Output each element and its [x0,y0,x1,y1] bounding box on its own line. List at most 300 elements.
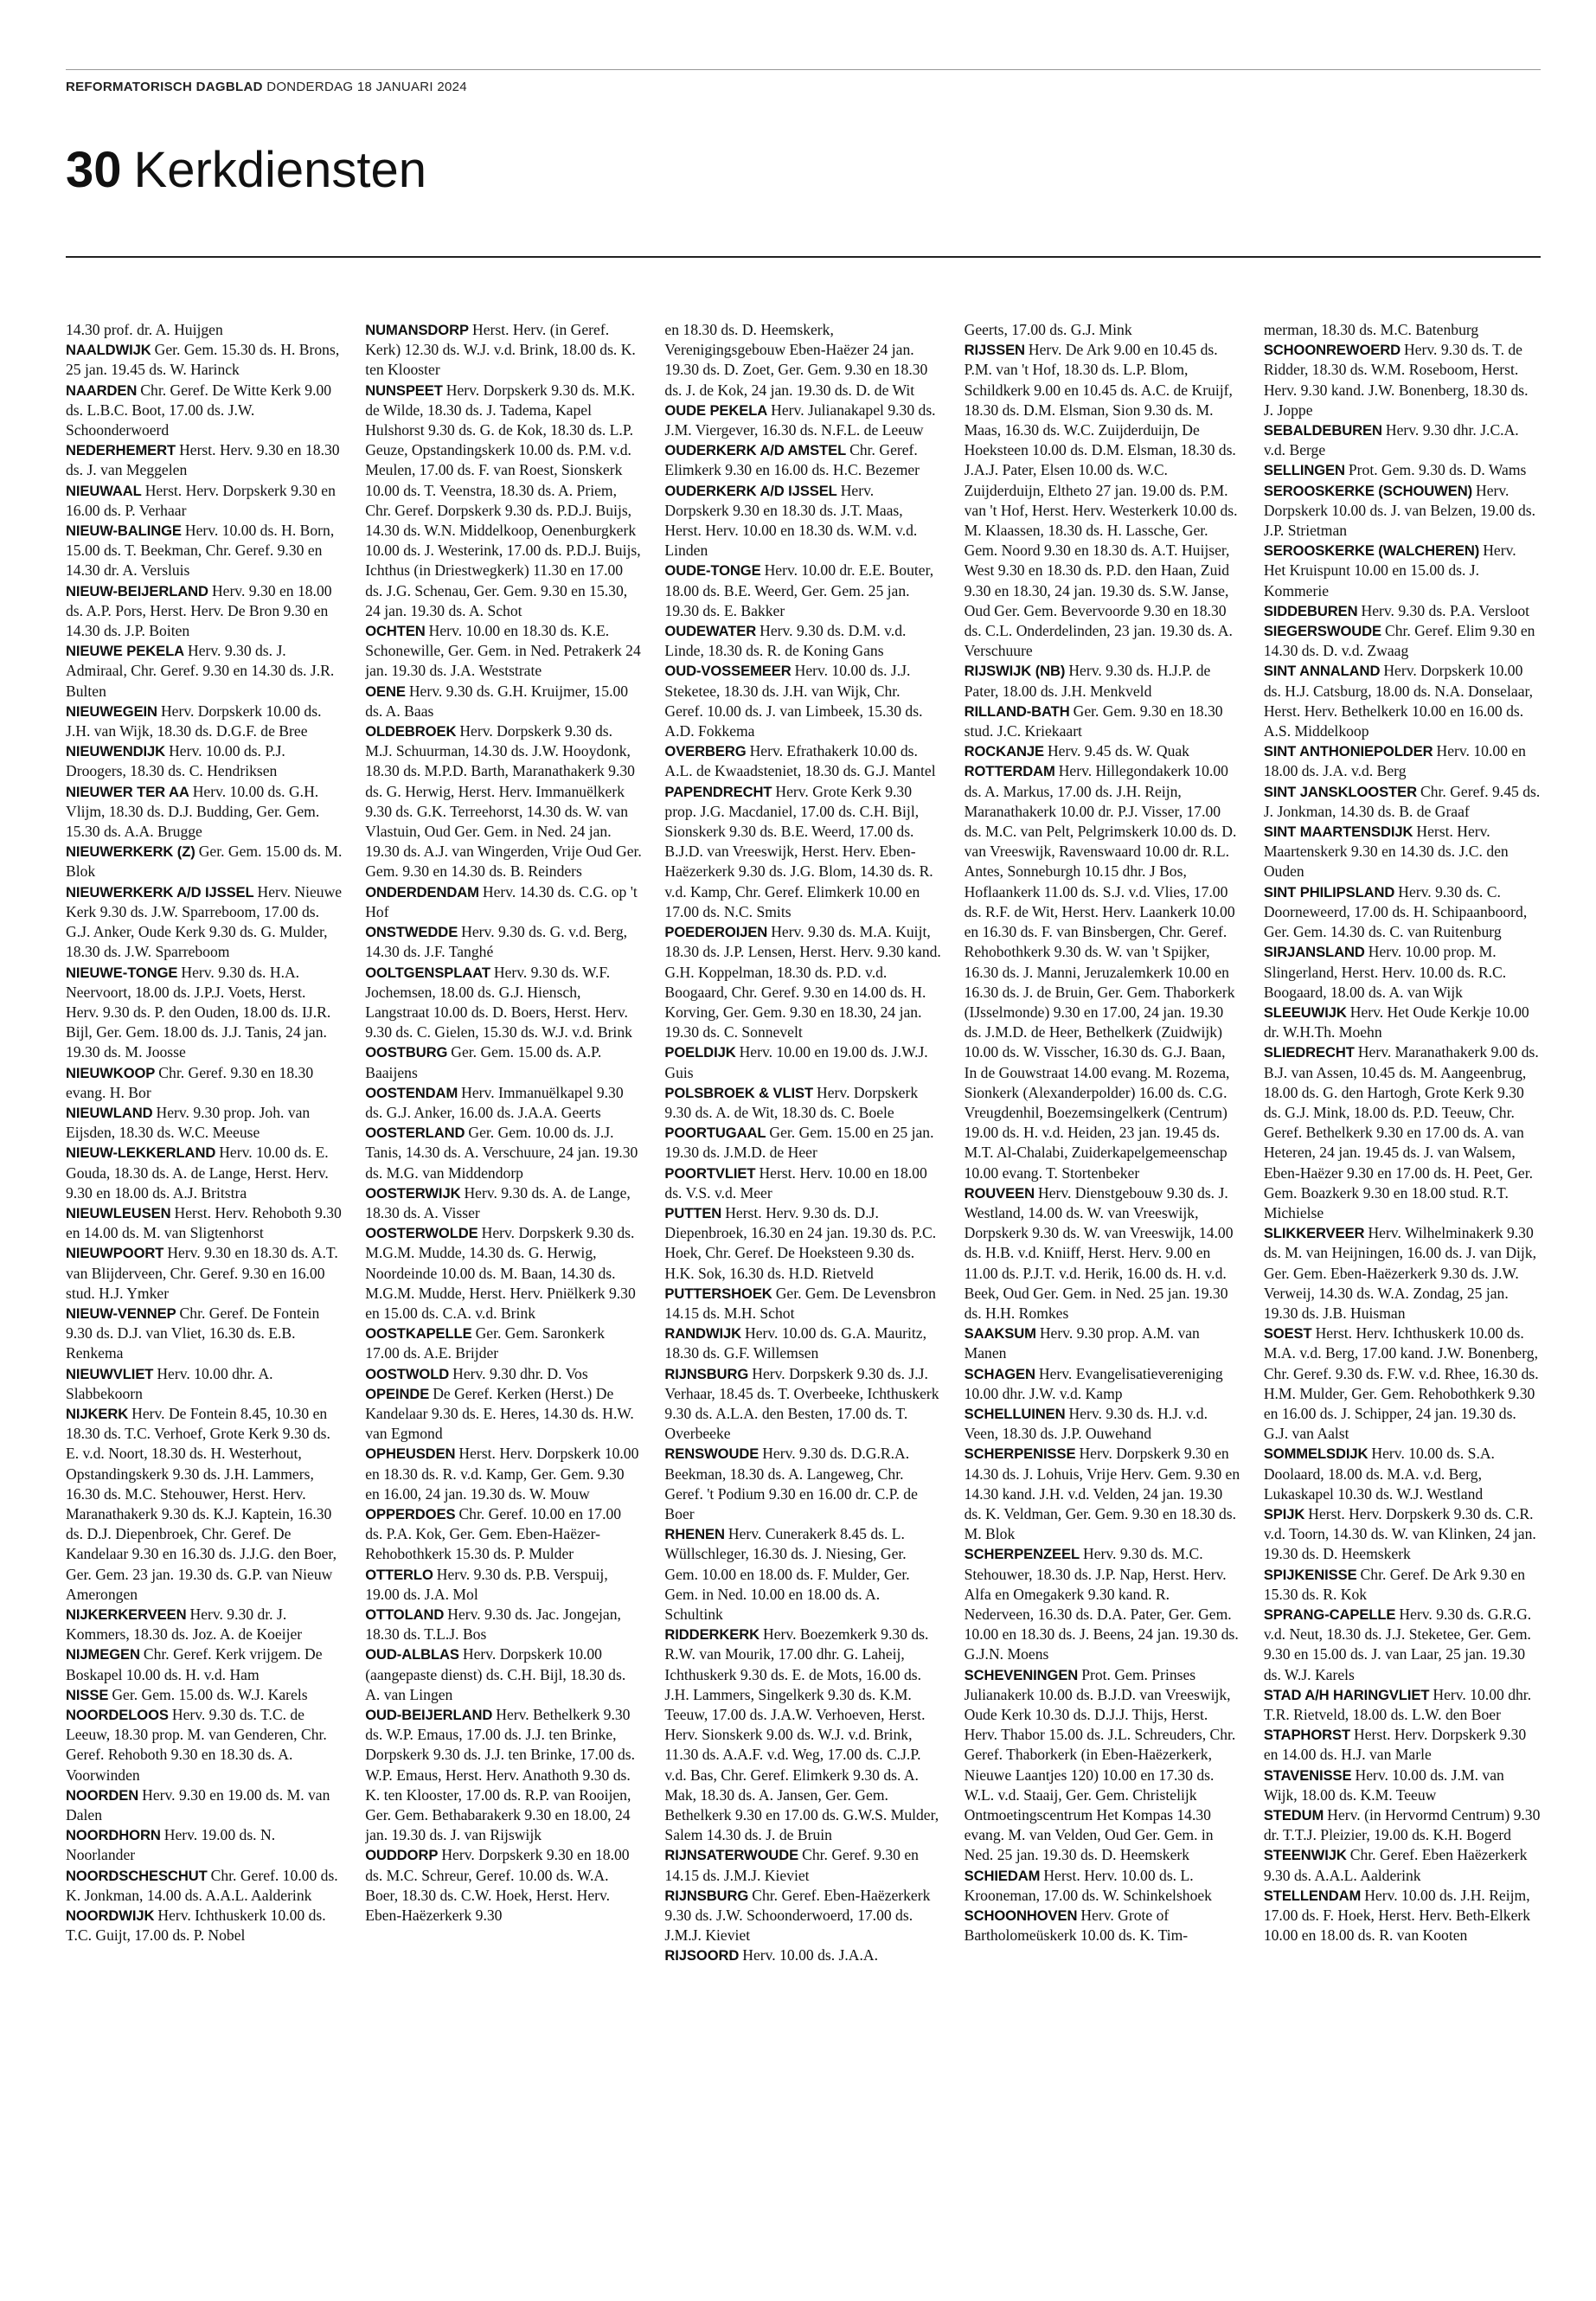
place-name: OUD-BEIJERLAND [365,1707,493,1724]
place-name: SCHEVENINGEN [964,1666,1079,1683]
service-listing [66,340,343,380]
place-name: RIJSWIJK (NB) [964,663,1066,680]
service-details: Herv. Hillegondakerk 10.00 ds. A. Markus, 17.00 ds. J.H. Reijn, Maranathakerk 10.00 dr. P.J. Visser, 17.00 ds. M.C. van Pelt, Pelgrimskerk 10.00 ds. D. van Vreeswijk, Ravenswaard 10.00 dr. R.L. Antes, Sonneburgh 10.15 dhr. J Bos, Hoflaankerk 11.00 ds. S.J. v.d. Vlies, 17.00 ds. R.F. de Wit, Herst. Herv. Laankerk 10.00 en 16.30 ds. F. van Binsbergen, Chr. Geref. Rehobothkerk 9.30 ds. W. van 't Spijker, 16.30 ds. J. Manni, Jeruzalemkerk 10.00 en 16.30 ds. J. de Bruin, Ger. Gem. Thaborkerk (IJsselmonde) 9.30 en 17.00, 24 jan. 19.30 ds. J.M.D. de Heer, Bethelkerk (Zuidwijk) 10.00 ds. W. Visscher, 16.30 ds. G.J. Baan, In de Gouwstraat 14.00 evang. M. Rozema, Sionkerk (Alexanderpolder) 16.00 ds. C.G. Vreugdenhil, Boezemsingelkerk (Centrum) 19.00 ds. H. v.d. Heiden, 23 jan. 19.45 ds. M.T. Al-Chalabi, Zuiderkapelgemeenschap 10.00 evang. T. Stortenbeker [964,762,1237,1182]
place-name: OPEINDE [365,1385,430,1402]
service-listing [365,1042,642,1082]
service-listing [664,782,941,922]
place-name: SOMMELSDIJK [1263,1445,1368,1463]
service-details: Herv. 10.00 ds. G.A. Mauritz, 18.30 ds. G.F. Willemsen [664,1324,926,1362]
place-name: STEDUM [1263,1807,1324,1824]
service-listing [664,1886,941,1946]
service-listing [365,1123,642,1183]
service-listing [365,1223,642,1324]
service-listing [1264,1042,1541,1223]
service-details: Herv. Grote of Bartholomeüskerk 10.00 ds. K. Tim- [964,1907,1189,1945]
place-name: OLDEBROEK [365,723,457,740]
place-name: RIDDERKERK [664,1626,760,1644]
service-details: Ger. Gem. 15.00 en 25 jan. 19.30 ds. J.M.D. de Heer [664,1124,934,1162]
service-details: Herv. 9.30 dr. J. Kommers, 18.30 ds. Joz. A. de Koeijer [66,1606,303,1644]
service-listing [664,1083,941,1123]
issue-date: DONDERDAG 18 JANUARI 2024 [266,80,467,94]
service-details: Herv. 10.00 ds. P.J. Droogers, 18.30 ds. C. Hendriksen [66,742,285,780]
listing-columns [66,320,1541,2284]
place-name: OOSTERWIJK [365,1184,461,1202]
service-listing [1264,1444,1541,1504]
service-listing [664,1163,941,1203]
service-listing [965,1665,1241,1866]
service-details: Chr. Geref. De Witte Kerk 9.00 ds. L.B.C. Boot, 17.00 ds. J.W. Schoonderwoerd [66,381,332,439]
service-details: Herv. 9.30 ds. Jac. Jongejan, 18.30 ds. T.L.J. Bos [365,1606,621,1644]
place-name: OPHEUSDEN [365,1445,456,1463]
service-details: Chr. Geref. Eben Haëzerkerk 9.30 ds. A.A.L. Aalderink [1263,1846,1528,1884]
place-name: ROTTERDAM [964,763,1055,780]
place-name: NIJMEGEN [66,1646,140,1663]
place-name: SIRJANSLAND [1263,944,1365,961]
place-name: SCHIEDAM [964,1867,1041,1884]
service-details: Herv. Het Oude Kerkje 10.00 dr. W.H.Th. Moehn [1263,1003,1529,1042]
service-details: Herv. 10.00 ds. J.J. Steketee, 18.30 ds. J.H. van Wijk, Chr. Geref. 10.00 ds. J. van Limbeek, 15.30 ds. A.D. Fokkema [664,662,923,740]
service-details: Herv. Ichthuskerk 10.00 ds. T.C. Guijt, 17.00 ds. P. Nobel [66,1907,326,1945]
place-name: OCHTEN [365,623,426,640]
service-details: Herv. Dorpskerk 10.00 ds. H.J. Catsburg, 18.00 ds. N.A. Donselaar, Herst. Herv. Bethelkerk 10.00 en 16.00 ds. A.S. Middelkoop [1263,662,1534,740]
place-name: NIEUWVLIET [66,1365,154,1382]
service-details: Herv. 10.00 en 18.30 ds. K.E. Schonewille, Ger. Gem. in Ned. Petrakerk 24 jan. 19.30 ds. J.A. Weststrate [365,622,641,680]
place-name: RHENEN [664,1526,725,1543]
service-listing [664,1524,941,1625]
service-listing [664,440,941,480]
place-name: SIEGERSWOUDE [1263,623,1381,640]
service-details: Herv. Immanuëlkapel 9.30 ds. G.J. Anker, 16.00 ds. J.A.A. Geerts [365,1083,624,1121]
place-name: SLIEDRECHT [1263,1044,1355,1061]
place-name: SLEEUWIJK [1263,1003,1347,1021]
place-name: OOSTBURG [365,1044,448,1061]
service-listing [1264,601,1541,621]
service-details: Herst. Herv. Dorpskerk 9.30 ds. C.R. v.d. Toorn, 14.30 ds. W. van Klinken, 24 jan. 19.30 ds. D. Heemskerk [1263,1504,1536,1563]
service-listing [965,741,1241,761]
service-listing [965,1183,1241,1324]
place-name: NOORDELOOS [66,1707,169,1724]
place-name: STAD A/H HARINGVLIET [1263,1686,1430,1703]
service-listing [365,1845,642,1926]
service-listing [664,922,941,1042]
service-listing [664,320,941,401]
place-name: POLSBROEK & VLIST [664,1084,814,1101]
service-listing [664,401,941,440]
service-details: Herv. De Fontein 8.45, 10.30 en 18.30 ds. T.C. Verhoef, Grote Kerk 9.30 ds. E. v.d. Noort, 18.30 ds. H. Westerhout, Opstandingskerk 9.30 ds. J.H. Lammers, 16.30 ds. M.C. Stehouwer, Herst. Herv. Maranathakerk 9.30 ds. K.J. Kaptein, 16.30 ds. D.J. Diepenbroek, Chr. Geref. De Kandelaar 9.30 en 16.30 ds. J.J.G. den Boer, Ger. Gem. 23 jan. 19.30 ds. G.P. van Nieuw Amerongen [66,1404,337,1603]
service-listing [1264,882,1541,943]
place-name: OUDERKERK A/D IJSSEL [664,482,837,499]
service-details: Chr. Geref. 9.30 en 18.30 evang. H. Bor [66,1063,314,1101]
service-details: Herv. 10.00 ds. J.M. van Wijk, 18.00 ds. K.M. Teeuw [1263,1766,1504,1804]
service-listing [66,842,343,881]
service-listing [365,1504,642,1565]
service-listing [66,1906,343,1945]
service-details: Herst. Herv. 9.30 ds. D.J. Diepenbroek, 16.30 en 24 jan. 19.30 ds. P.C. Hoek, Chr. Geref. De Hoeksteen 9.30 ds. H.K. Sok, 16.30 ds. H.D. Rietveld [664,1203,937,1282]
service-listing [365,1324,642,1363]
place-name: NAARDEN [66,381,138,399]
section-title: Kerkdiensten [133,142,427,198]
service-details: Herv. Nieuwe Kerk 9.30 ds. J.W. Sparreboom, 17.00 ds. G.J. Anker, Oude Kerk 9.30 ds. G. Mulder, 18.30 ds. J.W. Sparreboom [66,882,343,961]
service-details: Herv. 9.30 ds. T.C. de Leeuw, 18.30 prop. M. van Genderen, Chr. Geref. Rehoboth 9.30 en 18.30 ds. A. Voorwinden [66,1706,327,1784]
service-listing [66,440,343,480]
service-listing [66,1304,343,1364]
service-listing [66,1644,343,1684]
place-name: NIEUWE PEKELA [66,643,184,660]
service-listing [365,922,642,962]
service-details: Herv. 10.00 ds. E. Gouda, 18.30 ds. A. de Lange, Herst. Herv. 9.30 en 18.00 ds. A.J. Britstra [66,1144,329,1202]
service-details: Herv. Dorpskerk 10.00 ds. J. van Belzen, 19.00 ds. J.P. Strietman [1263,481,1536,540]
place-name: OUDERKERK A/D AMSTEL [664,442,847,459]
service-details: Herst. Herv. 9.30 en 18.30 ds. J. van Meggelen [66,441,340,479]
place-name: OOSTERWOLDE [365,1225,478,1242]
service-details: Herv. 9.30 ds. M.C. Stehouwer, 18.30 ds. J.P. Nap, Herst. Herv. Alfa en Omegakerk 9.30 kand. R. Nederveen, 16.30 ds. D.A. Pater, Ger. Gem. 10.00 en 18.30 ds. J. Beens, 24 jan. 19.30 ds. G.J.N. Moens [964,1545,1239,1663]
service-details: Herv. Dorpskerk 9.30 en 14.30 ds. J. Lohuis, Vrije Herv. Gem. 9.30 en 14.30 kand. J.H. v.d. Velden, 24 jan. 19.30 ds. K. Veldman, Ger. Gem. 9.30 en 18.30 ds. M. Blok [964,1445,1240,1543]
service-details: Herv. 9.30 dhr. J.C.A. v.d. Berge [1263,421,1519,459]
service-details: Herv. 9.30 ds. W.F. Jochemsen, 18.00 ds. G.J. Hiensch, Langstraat 10.00 ds. D. Boers, Herst. Herv. 9.30 ds. C. Gielen, 15.30 ds. W.J. v.d. Brink [365,963,632,1042]
service-details: Chr. Geref. Elim 9.30 en 14.30 ds. D. v.d. Zwaag [1263,622,1535,660]
service-details: Herv. 10.00 ds. J.A.A. [742,1946,878,1965]
column-2 [365,320,642,2284]
service-listing [664,741,941,781]
place-name: NOORDEN [66,1786,139,1804]
service-listing [664,1123,941,1163]
place-name: ROCKANJE [964,743,1044,760]
service-details: Herv. 9.30 prop. Joh. van Eijsden, 18.30 ds. W.C. Meeuse [66,1103,311,1142]
service-listing [66,1243,343,1304]
service-listing [365,1605,642,1644]
place-name: NIEUWPOORT [66,1245,164,1262]
service-listing [965,320,1241,340]
place-name: NIEUWERKERK (Z) [66,843,195,861]
place-name: SCHELLUINEN [964,1405,1066,1422]
place-name: NIJKERK [66,1405,129,1422]
service-listing [66,1063,343,1103]
service-details: Herv. Dorpskerk 10.00 (aangepaste dienst) ds. C.H. Bijl, 18.30 ds. A. van Lingen [365,1645,626,1703]
service-details: Ger. Gem. 10.00 ds. J.J. Tanis, 14.30 ds. A. Verschuure, 24 jan. 19.30 ds. M.G. van Middendorp [365,1124,638,1182]
place-name: STAVENISSE [1263,1766,1352,1784]
service-listing [66,641,343,702]
service-details: Herv. 9.30 ds. D.G.R.A. Beekman, 18.30 ds. A. Langeweg, Chr. Geref. 't Podium 9.30 en 16.00 dr. C.P. de Boer [664,1445,918,1522]
service-listing [1264,822,1541,882]
service-listing [965,1404,1241,1444]
column-4 [965,320,1241,2284]
place-name: PAPENDRECHT [664,783,772,800]
place-name: RILLAND-BATH [964,702,1070,720]
top-rule [66,69,1541,70]
place-name: NUMANSDORP [365,322,469,338]
service-details: Chr. Geref. 10.00 ds. K. Jonkman, 14.00 ds. A.A.L. Aalderink [66,1866,338,1904]
place-name: OOSTERLAND [365,1125,465,1142]
service-listing [66,963,343,1063]
service-details: Herv. 10.00 ds. S.A. Doolaard, 18.00 ds. M.A. v.d. Berg, Lukaskapel 10.30 ds. W.J. Westland [1263,1445,1495,1503]
service-listing [66,1103,343,1143]
service-listing [1264,1766,1541,1805]
service-listing [1264,541,1541,601]
service-details: Chr. Geref. 9.45 ds. J. Jonkman, 14.30 ds. B. de Graaf [1263,782,1541,820]
place-name: NOORDSCHESCHUT [66,1867,208,1884]
service-details: Herv. Dorpskerk 9.30 ds. M.J. Schuurman, 14.30 ds. J.W. Hooydonk, 18.30 ds. M.P.D. Barth, Maranathakerk 9.30 ds. G. Herwig, Herst. Herv. Immanuëlkerk 9.30 ds. G.K. Terreehorst, 14.30 ds. W. van Vlastuin, Oud Ger. Gem. in Ned. 24 jan. 19.30 ds. A.J. van Wingerden, Vrije Oud Ger. Gem. 9.30 en 14.30 ds. B. Reinders [365,722,642,881]
service-details: Herv. (in Hervormd Centrum) 9.30 dr. T.T.J. Pleizier, 19.00 ds. K.H. Bogerd [1263,1806,1541,1844]
service-listing [66,1404,343,1605]
column-1 [66,320,343,2284]
service-listing [365,320,642,381]
service-listing [1264,1565,1541,1605]
service-details: Herv. 9.30 en 19.00 ds. M. van Dalen [66,1785,330,1824]
place-name: OTTOLAND [365,1606,445,1623]
service-listing [365,1183,642,1223]
service-listing [965,1364,1241,1404]
place-name: SINT ANNALAND [1263,663,1381,680]
service-details: Herv. 10.00 en 19.00 ds. J.W.J. Guis [664,1043,928,1081]
service-details: Ger. Gem. 15.00 ds. W.J. Karels [112,1685,308,1703]
place-name: NIEUWENDIJK [66,743,166,760]
service-listing [664,661,941,741]
service-listing [664,1945,941,1965]
service-details: Herv. 9.30 ds. G.R.G. v.d. Neut, 18.30 ds. J.J. Steketee, Ger. Gem. 9.30 en 15.00 ds. J. van Laar, 25 jan. 19.30 ds. W.J. Karels [1263,1606,1532,1683]
section-header [66,142,427,198]
column-3 [664,320,941,2284]
place-name: OPPERDOES [365,1505,456,1522]
service-details: Herv. Evangelisatievereniging 10.00 dhr. J.W. v.d. Kamp [964,1364,1223,1402]
service-details: Herv. Het Kruispunt 10.00 en 15.00 ds. J. Kommerie [1263,542,1516,599]
service-listing [365,682,642,721]
service-listing [365,1644,642,1705]
service-listing [66,1203,343,1243]
service-details: Ger. Gem. Saronkerk 17.00 ds. A.E. Brijder [365,1324,606,1362]
service-listing [365,381,642,621]
service-details: Herv. 10.00 prop. M. Slingerland, Herst. Herv. 10.00 ds. R.C. Boogaard, 18.00 ds. A. van Wijk [1263,943,1507,1001]
service-listing [66,702,343,741]
place-name: OOSTENDAM [365,1084,458,1101]
place-name: SCHERPENISSE [964,1445,1076,1463]
service-details: Herv. Bethelkerk 9.30 ds. W.P. Emaus, 17.00 ds. J.J. ten Brinke, Dorpskerk 9.30 ds. J.J. ten Brinke, 17.00 ds. W.P. Emaus, Herst. Herv. Anathoth 9.30 ds. K. ten Klooster, 17.00 ds. R.P. van Rooijen, Ger. Gem. Bethabarakerk 9.30 en 18.00, 24 jan. 19.30 ds. J. van Rijswijk [365,1706,635,1844]
service-details: Prot. Gem. Prinses Julianakerk 10.00 ds. B.J.D. van Vreeswijk, Oude Kerk 10.30 ds. D.J.J. Thijs, Herst. Herv. Thabor 15.00 ds. J.L. Schreuders, Chr. Geref. Thaborkerk (in Eben-Haëzerkerk, Nieuwe Laantjes 120) 10.00 en 17.30 ds. W.L. v.d. Staaij, Ger. Gem. Christelijk Ontmoetingscentrum Het Kompas 14.30 evang. M. van Velden, Oud Ger. Gem. in Ned. 25 jan. 19.30 ds. D. Heemskerk [964,1665,1236,1864]
service-listing [664,1364,941,1445]
service-details: en 18.30 ds. D. Heemskerk, Verenigingsgebouw Eben-Haëzer 24 jan. 19.30 ds. D. Zoet, Ger. Gem. 9.30 en 18.30 ds. J. de Kok, 24 jan. 19.30 ds. D. de Wit [664,321,928,399]
service-listing [664,561,941,621]
place-name: OUDEWATER [664,623,757,640]
place-name: OTTERLO [365,1566,433,1583]
service-listing [66,521,343,581]
place-name: NIEUWER TER AA [66,783,189,800]
service-details: Herv. Wilhelminakerk 9.30 ds. M. van Heijningen, 16.00 ds. J. van Dijk, Ger. Gem. Eben-Haëzerkerk 9.30 ds. J.W. Verweij, 14.30 ds. W.A. Zondag, 25 jan. 19.30 ds. J.B. Huisman [1263,1224,1537,1322]
service-details: Herv. 10.00 ds. J.H. Reijm, 17.00 ds. F. Hoek, Herst. Herv. Beth-Elkerk 10.00 en 18.00 ds. R. van Kooten [1263,1886,1531,1945]
service-details: Herv. 9.30 ds. A. de Lange, 18.30 ds. A. Visser [365,1183,631,1221]
column-5 [1264,320,1541,2284]
service-details: Chr. Geref. De Ark 9.30 en 15.30 ds. R. Kok [1263,1565,1526,1603]
service-listing [1264,1725,1541,1765]
service-details: Herv. 9.30 en 18.00 ds. A.P. Pors, Herst. Herv. De Bron 9.30 en 14.30 ds. J.P. Boiten [66,581,332,640]
service-details: Herv. Dorpskerk 9.30 ds. M.G.M. Mudde, 14.30 ds. G. Herwig, Noordeinde 10.00 ds. M. Baan, 14.30 ds. M.G.M. Mudde, Herst. Herv. Pniëlkerk 9.30 en 15.00 ds. C.A. v.d. Brink [365,1224,636,1322]
service-listing [66,1364,343,1404]
place-name: STEENWIJK [1263,1847,1347,1864]
place-name: POORTVLIET [664,1164,756,1182]
service-details: Ger. Gem. 15.00 ds. M. Blok [66,843,343,881]
place-name: OUDE PEKELA [664,401,768,419]
service-listing [66,481,343,521]
place-name: NEDERHEMERT [66,442,176,459]
place-name: NIJKERKERVEEN [66,1606,187,1623]
service-details: Herv. 19.00 ds. N. Noorlander [66,1826,276,1864]
place-name: OUDE-TONGE [664,562,761,580]
place-name: NIEUWLEUSEN [66,1204,171,1221]
place-name: SEROOSKERKE (WALCHEREN) [1263,542,1480,560]
place-name: ONDERDENDAM [365,883,479,901]
service-listing [664,1042,941,1082]
place-name: NIEUW-VENNEP [66,1304,176,1322]
service-details: merman, 18.30 ds. M.C. Batenburg [1263,321,1479,338]
service-listing [365,1705,642,1845]
place-name: OOLTGENSPLAAT [365,964,490,981]
service-details: Herv. Dorpskerk 9.30 ds. J.J. Verhaar, 18.45 ds. T. Overbeeke, Ichthuskerk 9.30 ds. A.L.A. den Besten, 17.00 ds. T. Overbeeke [664,1364,939,1443]
service-details: Herv. 9.30 ds. P.A. Versloot [1361,601,1530,619]
service-details: Herv. De Ark 9.00 en 10.45 ds. P.M. van 't Hof, 18.30 ds. L.P. Blom, Schildkerk 9.00 en 10.45 ds. A.C. de Kruijf, 18.30 ds. D.M. Elsman, Sion 9.30 ds. M. Maas, 16.30 ds. W.C. Zuijderduijn, De Hoeksteen 10.00 ds. D.M. Elsman, 18.30 ds. J.A.J. Pater, Elsen 10.00 ds. W.C. Zuijderduijn, Eltheto 27 jan. 19.00 ds. P.M. van 't Hof, Herst. Herv. Westerkerk 10.00 ds. M. Klaassen, 18.30 ds. H. Lassche, Ger. Gem. Noord 9.30 en 18.30 ds. A.T. Huijser, West 9.30 en 18.30 ds. P.D. den Haan, Zuid 9.30 en 18.30, 24 jan. 19.30 ds. S.W. Janse, Oud Ger. Gem. Bevervoorde 9.30 en 18.30 ds. C.L. Onderdelinden, 23 jan. 19.30 ds. A. Verschuure [964,341,1238,660]
service-listing [1264,782,1541,822]
service-details: Herv. Dorpskerk 9.30 ds. M.K. de Wilde, 18.30 ds. J. Tadema, Kapel Hulshorst 9.30 ds. G. de Kok, 18.30 ds. L.P. Geuze, Opstandingskerk 10.00 ds. P.M. v.d. Meulen, 17.00 ds. F. van Roest, Sionskerk 10.00 ds. T. Veenstra, 18.30 ds. A. Priem, Chr. Geref. Dorpskerk 9.30 ds. P.D.J. Buijs, 14.30 ds. W.N. Middelkoop, Oenenburgkerk 10.00 ds. J. Westerink, 17.00 ds. P.D.J. Buijs, Ichthus (in Driestwegkerk) 11.30 en 17.00 ds. J.G. Schenau, Ger. Gem. 9.30 en 15.30, 24 jan. 19.30 ds. A. Schot [365,381,641,619]
service-details: Herv. 10.00 dhr. T.R. Rietveld, 18.00 ds. L.W. den Boer [1263,1685,1532,1724]
service-listing [365,1565,642,1605]
place-name: RANDWIJK [664,1325,742,1343]
place-name: SPRANG-CAPELLE [1263,1606,1396,1623]
service-details: Herv. 10.00 dhr. A. Slabbekoorn [66,1364,273,1402]
service-listing [365,621,642,682]
place-name: OUD-VOSSEMEER [664,663,792,680]
service-details: Herst. Herv. Dorpskerk 9.30 en 14.00 ds. H.J. van Marle [1263,1726,1527,1764]
place-name: RENSWOUDE [664,1445,760,1463]
service-listing [965,1444,1241,1544]
service-details: Herv. 9.30 ds. H.J. v.d. Veen, 18.30 ds. J.P. Ouwehand [964,1404,1208,1443]
header-rule [66,256,1541,258]
place-name: NIEUWEGEIN [66,702,157,720]
service-details: Chr. Geref. Elimkerk 9.30 en 16.00 ds. H.C. Bezemer [664,441,920,479]
service-details: Herv. 9.30 ds. G. v.d. Berg, 14.30 ds. J.F. Tanghé [365,923,628,961]
service-listing [365,1364,642,1384]
service-details: Herv. 10.00 dr. E.E. Bouter, 18.00 ds. B.E. Weerd, Ger. Gem. 25 jan. 19.30 ds. E. Bakker [664,561,934,619]
service-details: Herst. Herv. Rehoboth 9.30 en 14.00 ds. M. van Sligtenhorst [66,1203,342,1242]
service-details: Herst. Herv. (in Geref. Kerk) 12.30 ds. W.J. v.d. Brink, 18.00 ds. K. ten Klooster [365,321,636,379]
service-details: Prot. Gem. 9.30 ds. D. Wams [1348,461,1527,479]
place-name: RIJNSBURG [664,1365,749,1382]
service-details: Herv. Dorpskerk 9.30 en 18.00 ds. M.C. Schreur, Geref. 10.00 ds. W.A. Boer, 18.30 ds. C.W. Hoek, Herst. Herv. Eben-Haëzerkerk 9.30 [365,1846,630,1925]
service-details: Herv. 9.30 en 18.30 ds. A.T. van Blijderveen, Chr. Geref. 9.30 en 16.00 stud. H.J. Ymker [66,1244,338,1302]
service-listing [365,963,642,1043]
service-listing [1264,621,1541,661]
service-listing [1264,481,1541,542]
service-details: Ger. Gem. 9.30 en 18.30 stud. J.C. Kriekaart [964,702,1223,740]
service-listing [365,721,642,882]
service-details: Herv. Efrathakerk 10.00 ds. A.L. de Kwaadsteniet, 18.30 ds. G.J. Mantel [664,742,936,780]
service-listing [664,621,941,661]
place-name: NIEUW-LEKKERLAND [66,1144,216,1162]
place-name: NIEUW-BALINGE [66,522,182,540]
place-name: NISSE [66,1686,109,1703]
service-details: Herst. Herv. 10.00 ds. L. Krooneman, 17.00 ds. W. Schinkelshoek [964,1866,1212,1904]
service-listing [365,1384,642,1445]
service-details: Ger. Gem. 15.00 ds. A.P. Baaijens [365,1043,602,1081]
service-listing [965,340,1241,661]
place-name: SEBALDEBUREN [1263,422,1382,439]
service-listing [664,1845,941,1885]
service-listing [1264,1886,1541,1946]
service-listing [965,661,1241,701]
place-name: OOSTWOLD [365,1365,450,1382]
place-name: ROUVEEN [964,1184,1035,1202]
service-details: Herv. 9.30 ds. P.B. Verspuij, 19.00 ds. J.A. Mol [365,1565,608,1603]
page-number: 30 [66,142,122,198]
service-details: Geerts, 17.00 ds. G.J. Mink [964,321,1132,338]
service-details: Ger. Gem. 15.30 ds. H. Brons, 25 jan. 19.45 ds. W. Harinck [66,341,340,379]
service-details: Herst. Herv. Maartenskerk 9.30 en 14.30 ds. J.C. den Ouden [1263,823,1509,881]
service-details: Herv. 9.30 ds. M.A. Kuijt, 18.30 ds. J.P. Lensen, Herst. Herv. 9.30 kand. G.H. Koppelman, 18.30 ds. P.D. v.d. Boogaard, Chr. Geref. 9.30 en 14.00 ds. H. Korving, Ger. Gem. 9.30 en 18.30, 24 jan. 19.30 ds. C. Sonnevelt [664,923,941,1042]
service-listing [66,1825,343,1865]
place-name: SAAKSUM [964,1325,1036,1343]
place-name: SIDDEBUREN [1263,602,1358,619]
service-details: Herv. 9.45 ds. W. Quak [1047,742,1189,760]
service-details: Herst. Herv. 10.00 en 18.00 ds. V.S. v.d. Meer [664,1163,927,1202]
service-details: Herv. Dorpskerk 10.00 ds. J.H. van Wijk, 18.30 ds. D.G.F. de Bree [66,702,322,740]
place-name: RIJSOORD [664,1947,740,1965]
service-details: Herv. 9.30 prop. A.M. van Manen [964,1324,1200,1362]
service-details: Herv. 9.30 ds. H.J.P. de Pater, 18.00 ds. J.H. Menkveld [964,662,1211,700]
place-name: NIEUWLAND [66,1104,153,1121]
place-name: ONSTWEDDE [365,924,458,941]
service-listing [664,481,941,561]
service-details: Herv. Grote Kerk 9.30 prop. J.G. Macdaniel, 17.00 ds. C.H. Bijl, Sionskerk 9.30 ds. B.E. Weerd, 17.00 ds. B.J.D. van Vreeswijk, Herst. Herv. Eben-Haëzerkerk 9.30 ds. J.G. Blom, 14.30 ds. R. v.d. Kamp, Chr. Geref. Elimkerk 10.00 en 17.00 ds. N.C. Smits [664,782,933,920]
service-details: Chr. Geref. 10.00 en 17.00 ds. P.A. Kok, Ger. Gem. Eben-Haëzer-Rehobothkerk 15.30 ds. P. Mulder [365,1504,622,1563]
service-listing [664,1444,941,1524]
service-listing [1264,1324,1541,1444]
service-details: 14.30 prof. dr. A. Huijgen [66,321,223,338]
place-name: NAALDWIJK [66,342,151,359]
service-listing [1264,661,1541,741]
place-name: STAPHORST [1263,1727,1351,1744]
place-name: RIJSSEN [964,342,1025,359]
place-name: POORTUGAAL [664,1125,766,1142]
service-listing [1264,1805,1541,1845]
masthead [66,80,467,94]
service-listing [965,761,1241,1183]
service-details: Herv. 9.30 ds. H.A. Neervoort, 18.00 ds. J.P.J. Voets, Herst. Herv. 9.30 ds. P. den Ouden, 18.00 ds. IJ.R. Bijl, Ger. Gem. 18.00 ds. J.J. Tanis, 24 jan. 19.30 ds. M. Joosse [66,963,331,1061]
service-details: Herst. Herv. Dorpskerk 9.30 en 16.00 ds. P. Verhaar [66,481,336,519]
place-name: NUNSPEET [365,381,443,399]
place-name: NIEUWE-TONGE [66,964,178,981]
service-listing [66,882,343,963]
service-listing [664,1284,941,1324]
place-name: OUDDORP [365,1847,439,1864]
place-name: SPIJKENISSE [1263,1566,1357,1583]
service-details: Herv. 9.30 ds. G.H. Kruijmer, 15.00 ds. A. Baas [365,682,629,720]
place-name: STELLENDAM [1263,1887,1362,1904]
service-listing [66,1866,343,1906]
place-name: SOEST [1263,1325,1312,1343]
service-listing [66,1785,343,1825]
service-listing [1264,1845,1541,1885]
service-details: Chr. Geref. 9.30 en 14.15 ds. J.M.J. Kieviet [664,1846,919,1884]
service-details: Herv. 9.30 ds. J. Admiraal, Chr. Geref. 9.30 en 14.30 ds. J.R. Bulten [66,642,335,700]
service-listing [66,1705,343,1785]
service-listing [66,1605,343,1644]
service-details: Chr. Geref. De Fontein 9.30 ds. D.J. van Vliet, 16.30 ds. E.B. Renkema [66,1304,320,1362]
service-details: Herv. 9.30 ds. D.M. v.d. Linde, 18.30 ds. R. de Koning Gans [664,622,907,660]
service-details: Herv. 10.00 ds. G.H. Vlijm, 18.30 ds. D.J. Budding, Ger. Gem. 15.30 ds. A.A. Brugge [66,782,320,841]
service-listing [365,1444,642,1504]
service-listing [1264,942,1541,1003]
service-listing [1264,1223,1541,1324]
service-details: De Geref. Kerken (Herst.) De Kandelaar 9.30 ds. E. Heres, 14.30 ds. H.W. van Egmond [365,1384,634,1443]
service-listing [1264,1605,1541,1685]
place-name: NIEUWERKERK A/D IJSSEL [66,883,254,901]
service-listing [1264,420,1541,460]
